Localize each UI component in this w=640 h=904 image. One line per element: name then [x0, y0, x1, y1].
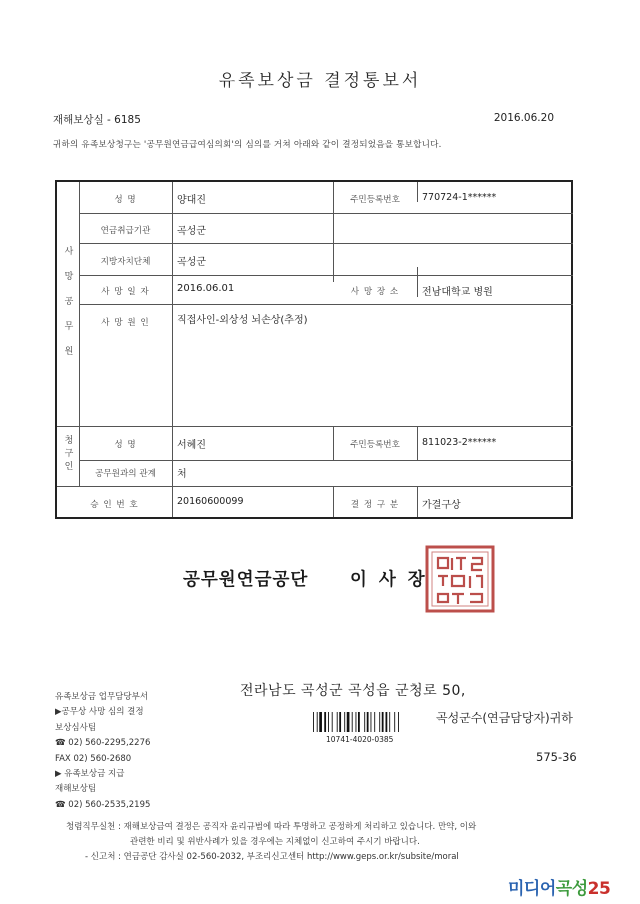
- pension-agency-label: 연금취급기관: [100, 226, 151, 236]
- barcode-bar: [364, 712, 365, 732]
- barcode-bar: [339, 712, 341, 732]
- claimant-name-label: 성 명: [114, 440, 137, 450]
- integrity-notice-line1: 청렴직무실천 : 재해보상금여 결정은 공직자 윤리규범에 따라 투명하고 공정하게 처리하고 있습니다. 만약, 이와: [66, 822, 477, 832]
- column-divider: [172, 182, 173, 517]
- death-date-value: 2016.06.01: [177, 283, 235, 294]
- sender-line: ▶공무상 사망 심의 결정: [55, 707, 144, 718]
- barcode-bar: [356, 712, 357, 732]
- column-divider: [417, 427, 418, 461]
- sender-line: ▶ 유족보상금 지급: [55, 769, 125, 780]
- barcode-bar: [317, 712, 318, 732]
- claimant-name-value: 서혜진: [177, 440, 206, 451]
- barcode-bar: [367, 712, 369, 732]
- decision-type-value: 가결구상: [422, 500, 461, 511]
- media-gokseong-watermark: [508, 874, 610, 899]
- row-divider: [57, 486, 573, 487]
- row-divider: [79, 275, 573, 276]
- death-place-value: 전남대학교 병원: [422, 287, 493, 298]
- decision-form: [55, 180, 573, 519]
- barcode-bar: [337, 712, 338, 732]
- document-date: 2016.06.20: [493, 112, 554, 124]
- sender-line: ☎ 02) 560-2295,2276: [55, 738, 151, 749]
- barcode-bar: [398, 712, 399, 732]
- barcode-bar: [324, 712, 326, 732]
- watermark-part1: 미디어: [508, 879, 556, 899]
- rrn-value: 770724-1******: [422, 192, 497, 203]
- barcode-icon: [313, 712, 425, 732]
- barcode-number: 10741-4020-0385: [326, 735, 394, 744]
- recipient-name: 곡성군수(연금담당자)귀하: [436, 711, 573, 725]
- watermark-part3: 25: [587, 879, 611, 899]
- barcode-bar: [394, 712, 395, 732]
- sender-line: ☎ 02) 560-2535,2195: [55, 799, 151, 810]
- death-date-label: 사 망 일 자: [101, 287, 150, 297]
- barcode-bar: [371, 712, 372, 732]
- sender-line: 보상심사팀: [55, 722, 97, 733]
- postal-code: 575-36: [536, 750, 577, 764]
- row-divider: [57, 426, 573, 427]
- relation-value: 처: [177, 469, 187, 480]
- barcode-bar: [328, 712, 329, 732]
- row-divider: [79, 304, 573, 305]
- approval-number-label: 승 인 번 호: [90, 500, 139, 510]
- barcode-bar: [332, 712, 333, 732]
- sender-department-block: [55, 690, 150, 813]
- issuer-organization: 공무원연금공단: [183, 570, 309, 590]
- official-seal-icon: [424, 544, 496, 614]
- row-divider: [79, 213, 573, 214]
- claimant-rrn-value: 811023-2******: [422, 437, 497, 448]
- decision-type-label: 결 정 구 분: [350, 500, 400, 510]
- sender-line: 재해보상팀: [55, 784, 97, 795]
- barcode-bar: [358, 712, 360, 732]
- sender-line: 유족보상금 업무담당부서: [55, 692, 149, 702]
- column-divider: [417, 267, 418, 297]
- barcode-bar: [344, 712, 345, 732]
- barcode-bar: [386, 712, 388, 732]
- watermark-part2: 곡성: [555, 879, 588, 899]
- barcode-bar: [352, 712, 353, 732]
- death-cause-label: 사 망 원 인: [101, 318, 150, 328]
- approval-number-value: 20160600099: [177, 496, 244, 507]
- barcode-bar: [313, 712, 314, 732]
- relation-label: 공무원과의 관계: [95, 469, 156, 479]
- claimant-rrn-label: 주민등록번호: [350, 440, 400, 450]
- column-divider: [417, 182, 418, 202]
- report-contact-line: - 신고처 : 연금공단 감사실 02-560-2032, 부조리신고센터 http://www.geps.or.kr/subsite/moral: [85, 852, 459, 862]
- deceased-side-label: 사 망 공 무 원: [64, 247, 74, 357]
- document-title: 유족보상금 결정통보서: [218, 71, 422, 91]
- death-place-label: 사 망 장 소: [350, 287, 400, 297]
- column-divider: [417, 487, 418, 517]
- name-label: 성 명: [114, 195, 137, 205]
- barcode-bar: [382, 712, 384, 732]
- local-gov-label: 지방자치단체: [100, 257, 151, 267]
- row-divider: [79, 460, 573, 461]
- integrity-notice-line2: 관련한 비리 및 위반사례가 있을 경우에는 지체없이 신고하여 주시기 바랍니다.: [130, 837, 420, 847]
- document-number: 재해보상실 - 6185: [53, 114, 141, 126]
- pension-agency-value: 곡성군: [177, 226, 206, 237]
- barcode-bar: [389, 712, 390, 732]
- issuer-title: 이사장: [350, 570, 437, 590]
- barcode-bar: [374, 712, 375, 732]
- barcode-bar: [319, 712, 322, 732]
- row-divider: [79, 243, 573, 244]
- recipient-address: 전라남도 곡성군 곡성읍 군청로 50,: [240, 683, 466, 699]
- name-value: 양대진: [177, 195, 206, 206]
- rrn-label: 주민등록번호: [350, 195, 400, 205]
- death-cause-value: 직접사인-외상성 뇌손상(추정): [177, 315, 308, 326]
- barcode-bar: [379, 712, 380, 732]
- intro-text: 귀하의 유족보상청구는 '공무원연금급여심의회'의 심의를 거쳐 아래와 같이 결정되었음을 통보합니다.: [53, 140, 442, 150]
- claimant-side-label: 청 구 인: [64, 436, 74, 472]
- barcode-bar: [347, 712, 350, 732]
- local-gov-value: 곡성군: [177, 257, 206, 268]
- sender-line: FAX 02) 560-2680: [55, 753, 132, 764]
